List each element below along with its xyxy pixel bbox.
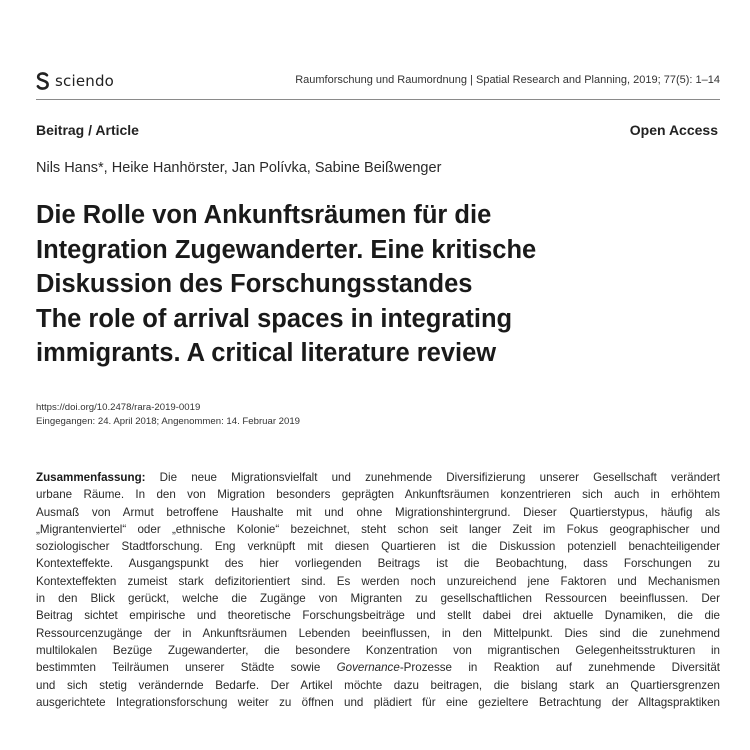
abstract-line: Beitrag sichtet empirische und theoretische Forschungsbeiträge und stellt dabei drei aktuelle Dynamiken, die die (36, 609, 720, 623)
article-title (36, 198, 726, 371)
abstract-line: Ressourcenzugänge der in Ankunftsräumen Lebenden beeinflussen, in den Mittelpunkt. Dies sind die zunehmend (36, 626, 720, 640)
title-line: Integration Zugewanderter. Eine kritische (36, 235, 537, 264)
sciendo-logo-icon (36, 72, 50, 90)
title-line: Die Rolle von Ankunftsräumen für die (36, 201, 492, 229)
abstract-line (36, 469, 720, 486)
article-meta (36, 401, 300, 429)
publisher-logo (36, 72, 114, 90)
abstract-label: Zusammenfassung: (36, 471, 146, 484)
abstract-line: und sich stetig verändernde Bedarfe. Der Artikel möchte dazu beitragen, die bislang stark an Quartiersgrenzen (36, 678, 720, 692)
abstract-line (36, 659, 720, 676)
title-line: Diskussion des Forschungsstandes (36, 270, 473, 298)
title-line: The role of arrival spaces in integrating (36, 304, 513, 333)
received-accepted-dates: Eingegangen: 24. April 2018; Angenommen: 14. Februar 2019 (36, 416, 301, 427)
header-divider (36, 99, 720, 100)
article-type: Beitrag / Article (36, 122, 139, 138)
doi-link[interactable]: https://doi.org/10.2478/rara-2019-0019 (36, 402, 201, 413)
abstract-text: bestimmten Teilräumen unserer Städte sowie (36, 661, 337, 675)
abstract-line: Ausmaß von Armut betroffene Haushalte mit und ohne Migrationshintergrund. Dieser Quartierstypus, häufig als (36, 505, 720, 519)
abstract-line: Kontexteffekte. Ausgangspunkt des hier vorliegenden Beitrags ist die Beobachtung, dass Forschungen zu (36, 557, 720, 571)
abstract-line: „Migrantenviertel“ oder „ethnische Kolonie“ bezeichnet, steht schon seit langer Zeit im Fokus geographischer und (36, 522, 720, 536)
abstract-line: Kontexteffekten zumeist stark defizitorientiert sind. Es werden noch unzureichend jene Faktoren und Mechanismen (36, 574, 720, 588)
journal-citation: Raumforschung und Raumordnung | Spatial Research and Planning, 2019; 77(5): 1–14 (295, 74, 720, 86)
abstract-text: -Prozesse in Reaktion auf zunehmende Diversität (399, 661, 720, 675)
abstract-line: multilokalen Bezüge Zugewanderter, die besondere Konzentration von migrantischen Gelegenheitsstrukturen in (36, 643, 720, 657)
publisher-name: sciendo (55, 72, 115, 90)
abstract-line: soziologischer Stadtforschung. Eng verknüpft mit diesen Quartieren ist die Diskussion potenziell benachteiligender (36, 540, 720, 554)
page-header (36, 72, 720, 92)
author-list: Nils Hans*, Heike Hanhörster, Jan Polívka, Sabine Beißwenger (36, 160, 442, 176)
open-access-label: Open Access (629, 122, 718, 138)
abstract-text: Die neue Migrationsvielfalt und zunehmende Diversifizierung unserer Gesellschaft verändert (145, 471, 720, 484)
abstract (36, 469, 720, 711)
abstract-line: in den Blick gerückt, welche die Zugänge von Migranten zu gesellschaftlichen Ressourcen beeinflussen. Der (36, 592, 720, 606)
title-line: immigrants. A critical literature review (36, 339, 497, 367)
abstract-line: urbane Räume. In den von Migration besonders geprägten Ankunftsräumen konzentrieren sich auch in erhöhtem (36, 488, 720, 502)
abstract-emphasis: Governance (336, 661, 400, 675)
abstract-line: ausgerichtete Integrationsforschung weiter zu öffnen und plädiert für eine gezieltere Betrachtung der Alltagspraktiken (36, 695, 720, 709)
